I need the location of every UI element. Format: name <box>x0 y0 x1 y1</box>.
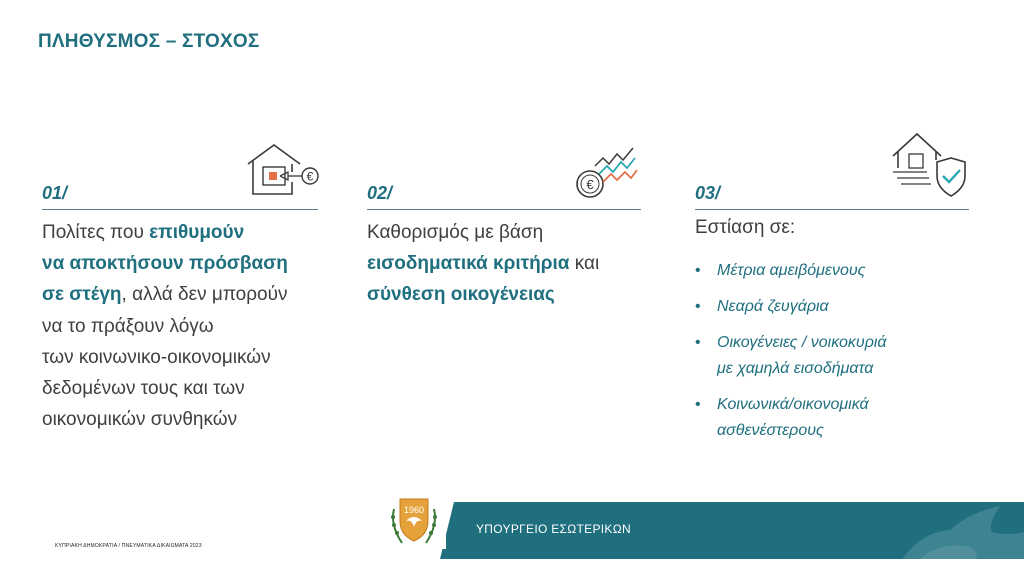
bullet-icon: • <box>695 262 701 279</box>
list-item: • Νεαρά ζευγάρια <box>695 294 957 320</box>
svg-text:1960: 1960 <box>403 505 425 515</box>
focus-list <box>695 258 957 454</box>
bullet-icon: • <box>695 334 701 351</box>
house-shield-icon <box>889 130 975 202</box>
column-lead: Εστίαση σε: <box>695 217 796 238</box>
bullet-icon: • <box>695 298 701 315</box>
svg-text:€: € <box>306 169 314 184</box>
svg-text:€: € <box>586 177 594 192</box>
house-euro-icon <box>242 142 322 200</box>
divider <box>695 209 969 210</box>
list-item: • Οικογένειες / νοικοκυριά με χαμηλά εισοδήματα <box>695 330 957 382</box>
column-text: Καθορισμός με βάση εισοδηματικά κριτήρια και σύνθεση οικογένειας <box>367 222 600 306</box>
divider <box>42 209 318 210</box>
column-number: 02/ <box>367 183 393 203</box>
list-item: • Μέτρια αμειβόμενους <box>695 258 957 284</box>
euro-coin-trend-icon <box>573 146 643 204</box>
emblem-container <box>382 491 446 549</box>
column-number: 03/ <box>695 183 721 203</box>
page-title: ΠΛΗΘΥΣΜΟΣ – ΣΤΟΧΟΣ <box>38 31 260 52</box>
dove-watermark-icon <box>880 502 1024 559</box>
bullet-icon: • <box>695 396 701 413</box>
column-number: 01/ <box>42 183 68 203</box>
ministry-name: ΥΠΟΥΡΓΕΙΟ ΕΣΩΤΕΡΙΚΩΝ <box>476 522 631 536</box>
column-text: Πολίτες που επιθυμούν να αποκτήσουν πρόσβαση σε στέγη, αλλά δεν μπορούν να το πράξουν λόγω των κοινωνικο-οικονομικών δεδομένων τους και των οικονομικών συνθηκών <box>42 222 288 431</box>
divider <box>367 209 641 210</box>
copyright-note: ΚΥΠΡΙΑΚΗ ΔΗΜΟΚΡΑΤΙΑ / ΠΝΕΥΜΑΤΙΚΑ ΔΙΚΑΙΩΜΑΤΑ 2023 <box>55 543 202 549</box>
list-item: • Κοινωνικά/οικονομικά ασθενέστερους <box>695 392 957 444</box>
cyprus-coat-of-arms-icon <box>382 491 446 549</box>
